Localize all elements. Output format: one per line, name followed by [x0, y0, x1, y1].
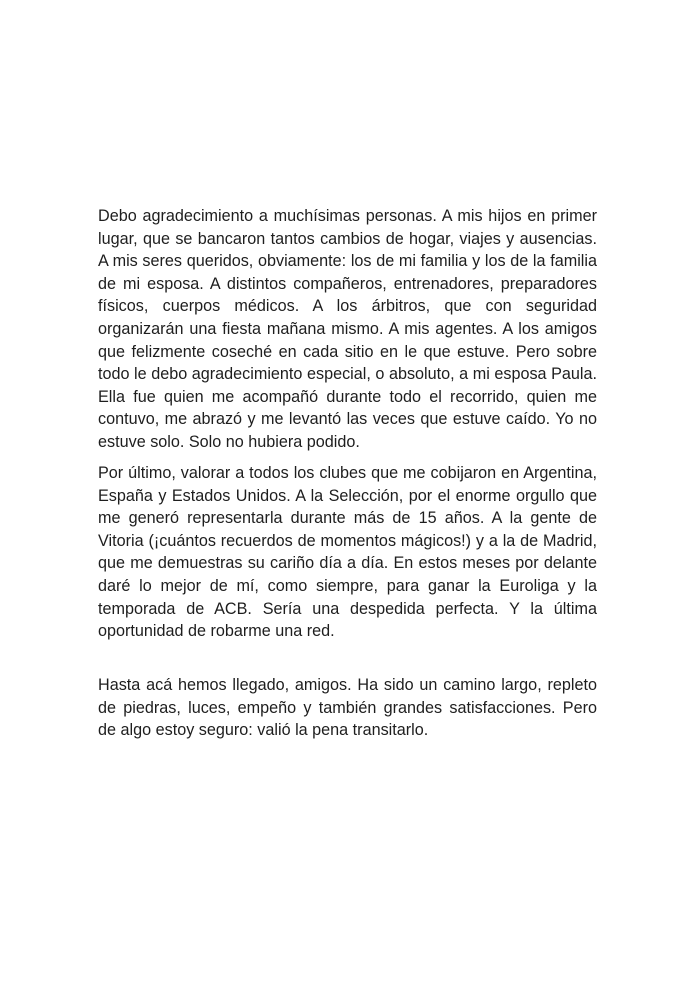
paragraph-closing: Hasta acá hemos llegado, amigos. Ha sido un camino largo, repleto de piedras, luces, empeño y también grandes satisfacciones. Pero de algo estoy seguro: valió la pena transitarlo. [98, 676, 597, 740]
paragraph-gratitude: Debo agradecimiento a muchísimas personas. A mis hijos en primer lugar, que se bancaron tantos cambios de hogar, viajes y ausencias. A mis seres queridos, obviamente: los de mi familia y los de la familia de mi esposa. A distintos compañeros, entrenadores, preparadores físicos, cuerpos médicos. A los árbitros, que con seguridad organizarán una fiesta mañana mismo. A mis agentes. A los amigos que felizmente coseché en cada sitio en le que estuve. Pero sobre todo le debo agradecimiento especial, o absoluto, a mi esposa Paula. Ella fue quien me acompañó durante todo el recorrido, quien me contuvo, me abrazó y me levantó las veces que estuve caído. Yo no estuve solo. Solo no hubiera podido. [98, 207, 597, 451]
paragraph-clubs: Por último, valorar a todos los clubes que me cobijaron en Argentina, España y Estados Unidos. A la Selección, por el enorme orgullo que me generó representarla durante más de 15 años. A la gente de Vitoria (¡cuántos recuerdos de momentos mágicos!) y a la de Madrid, que me demuestras su cariño día a día. En estos meses por delante daré lo mejor de mí, como siempre, para ganar la Euroliga y la temporada de ACB. Sería una despedida perfecta. Y la última oportunidad de robarme una red. [98, 464, 597, 641]
